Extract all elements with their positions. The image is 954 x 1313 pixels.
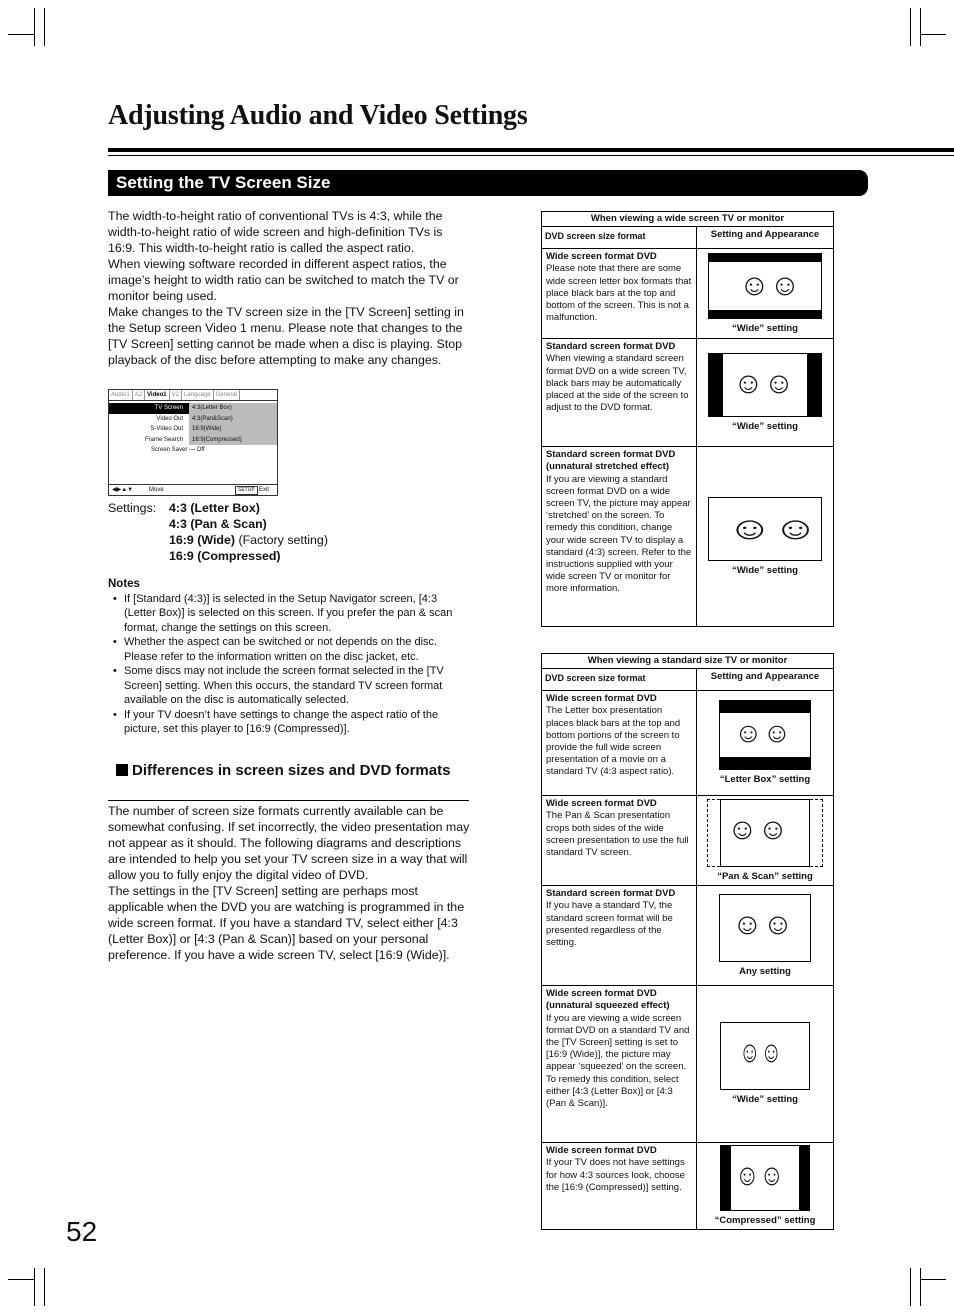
row-text: The Pan & Scan presentation crops both sides of the wide screen presentation to use the full standard TV screen. (546, 810, 689, 859)
wide-screen-picture: ☺☺ (708, 253, 822, 319)
row-text: If your TV does not have settings for how 4:3 sources look, choose the [16:9 (Compressed)] setting. (546, 1157, 685, 1193)
table-row (542, 796, 697, 886)
setup-footer (109, 484, 277, 495)
wide-screen-picture: ☺☺ (708, 497, 822, 561)
differences-paragraph: The settings in the [TV Screen] setting are perhaps most applicable when the DVD you are watching is programmed in the wide screen format. If you have a standard TV, select either [4:3 (Letter Box)] or [4:3 (Pan & Scan)] based on your personal preference. If you have a wide screen TV, select [16:9 (Wide)]. (108, 884, 465, 962)
note-item: • If your TV doesn’t have settings to change the aspect ratio of the picture, set this player to [16:9 (Compressed)]. (108, 708, 470, 737)
pan-scan-picture: ☺☺ (707, 799, 823, 867)
crop-mark (920, 34, 946, 35)
row-illustration (697, 886, 834, 986)
note-item: • Some discs may not include the screen format selected in the [TV Screen] setting. When this occurs, the standard TV screen format available on the disc is automatically selected. (108, 664, 470, 708)
row-illustration (697, 796, 834, 886)
table-row (542, 691, 697, 796)
crop-mark (44, 8, 45, 46)
row-illustration (697, 986, 834, 1143)
squeezed-picture: ☺☺ (720, 1022, 810, 1090)
setup-row-label: TV Screen (109, 403, 189, 414)
setting-option: 4:3 (Letter Box) (169, 501, 260, 515)
setup-row (109, 435, 277, 446)
crop-mark (920, 1268, 921, 1306)
row-title: Wide screen format DVD (546, 988, 657, 1000)
table-row (542, 447, 697, 627)
row-text: If you have a standard TV, the standard screen format will be presented regardless of the setting. (546, 900, 673, 949)
tab-language: Language (182, 390, 214, 400)
setup-row-value: 4:3(Letter Box) (189, 403, 277, 414)
tab-audio1: Audio1 (109, 390, 133, 400)
row-caption: “Wide” setting (732, 1094, 798, 1106)
crop-mark (44, 1268, 45, 1306)
row-text: When viewing a standard screen format DVD on a wide screen TV, black bars may be automatically placed at the side of the screen to adjust to the DVD format. (546, 353, 689, 414)
row-title: Standard screen format DVD (546, 888, 676, 900)
standard-screen-picture: ☺☺ (719, 700, 811, 770)
differences-text (108, 803, 470, 963)
standard-screen-picture: ☺☺ (719, 894, 811, 962)
title-rule (108, 148, 954, 152)
row-subtitle: (unnatural stretched effect) (546, 461, 669, 473)
row-caption: “Pan & Scan” setting (717, 870, 813, 882)
note-item: • If [Standard (4:3)] is selected in the Setup Navigator screen, [4:3 (Letter Box)] is selected on this screen. If you prefer the pan & scan format, change the settings on this screen. (108, 592, 470, 636)
setup-tabs (109, 390, 277, 401)
row-subtitle: (unnatural squeezed effect) (546, 1000, 670, 1012)
intro-paragraph: Make changes to the TV screen size in the [TV Screen] setting in the Setup screen Video 1 menu. Please note that changes to the [TV Screen] setting cannot be made when a disc is playing. Stop playback of the disc before attempting to make any changes. (108, 305, 464, 367)
row-illustration (697, 339, 834, 447)
row-title: Wide screen format DVD (546, 798, 657, 810)
setup-row (109, 414, 277, 425)
move-label: Move (149, 487, 164, 493)
section-heading: Setting the TV Screen Size (108, 170, 868, 196)
tab-video1: Video1 (145, 390, 170, 400)
setup-row-value: 4:3(Pan&Scan) (189, 414, 277, 425)
crop-mark (920, 8, 921, 46)
row-illustration (697, 447, 834, 627)
factory-setting-note: (Factory setting) (238, 533, 328, 547)
row-title: Wide screen format DVD (546, 693, 657, 705)
row-text: If you are viewing a standard screen format DVD on a wide screen TV, the picture may appear ‘stretched’ on the screen. To remedy this condition, change your wide screen TV to display a standard (4:3) screen. Refer to the instructions supplied with your wide screen TV or monitor for more information. (546, 473, 692, 595)
row-illustration (697, 1143, 834, 1230)
exit-label: Exit (259, 487, 270, 493)
notes (108, 577, 470, 737)
differences-paragraph: The number of screen size formats currently available can be somewhat confusing. If set incorrectly, the video presentation may not appear as it should. The following diagrams and descriptions are intended to help you set your TV screen size in a way that will allow you to fully enjoy the digital video of DVD. (108, 804, 470, 882)
note-item: • Whether the aspect can be switched or not depends on the disc. Please refer to the information written on the disc jacket, etc. (108, 635, 470, 664)
standard-tv-table (541, 653, 834, 1230)
compressed-picture: ☺☺ (720, 1145, 810, 1211)
row-title: Standard screen format DVD (546, 341, 676, 353)
column-header: DVD screen size format (542, 669, 697, 691)
setup-row (109, 403, 277, 414)
subheading-rule (108, 800, 469, 801)
notes-heading: Notes (108, 578, 140, 590)
page-number: 52 (66, 1216, 98, 1247)
wide-tv-table (541, 211, 834, 627)
intro-paragraph: When viewing software recorded in different aspect ratios, the image’s height to width ratio can be switched to match the TV or monitor being used. (108, 257, 459, 303)
setup-screen-illustration (108, 389, 278, 496)
table-row (542, 1143, 697, 1230)
table-header: When viewing a standard size TV or monitor (542, 654, 834, 669)
setup-row (109, 445, 277, 456)
setting-option: 4:3 (Pan & Scan) (169, 517, 267, 531)
table-row (542, 249, 697, 339)
settings-label: Settings: (108, 501, 157, 515)
column-header: Setting and Appearance (697, 227, 834, 249)
setting-option: 16:9 (Compressed) (169, 549, 281, 563)
row-caption: “Wide” setting (732, 322, 798, 334)
row-illustration (697, 249, 834, 339)
table-row (542, 886, 697, 986)
setup-rows (109, 403, 277, 456)
crop-mark (920, 1279, 946, 1280)
row-caption: Any setting (739, 965, 791, 977)
setting-option: 16:9 (Wide) (169, 533, 235, 547)
row-caption: “Wide” setting (732, 564, 798, 576)
intro-paragraph: The width-to-height ratio of conventional TVs is 4:3, while the width-to-height ratio of wide screen and high-definition TVs is 16:9. This width-to-height ratio is called the aspect ratio. (108, 209, 443, 255)
setup-key-label: SETUP (235, 486, 258, 495)
setup-row (109, 424, 277, 435)
row-title: Wide screen format DVD (546, 251, 657, 263)
setup-row-label: Frame Search (144, 436, 183, 443)
tab-v2: V2 (170, 390, 182, 400)
page-title: Adjusting Audio and Video Settings (108, 100, 528, 131)
crop-mark (34, 8, 35, 46)
row-caption: “Wide” setting (732, 420, 798, 432)
crop-mark (8, 34, 34, 35)
arrow-keys-icon: ◀▶▲▼ (112, 487, 134, 493)
row-text: If you are viewing a wide screen format DVD on a standard TV and the [TV Screen] setting is set to [16:9 (Wide)], the picture may appear ‘squeezed’ on the screen. To remedy this condition, select either [4:3 (Letter Box)] or [4:3 (Pan & Scan)]. (546, 1012, 690, 1110)
setup-row-value: 16:9(Compressed) (189, 435, 277, 446)
crop-mark (8, 1279, 34, 1280)
tab-general: General (214, 390, 240, 400)
column-header: DVD screen size format (542, 227, 697, 249)
setup-row-label: Video Out (156, 415, 183, 422)
row-text: The Letter box presentation places black bars at the top and bottom portions of the screen to provide the full wide screen presentation of a movie on a standard TV (4:3 aspect ratio). (546, 705, 681, 778)
screen-saver-label: Screen Saver — Off (151, 447, 205, 453)
row-title: Standard screen format DVD (546, 449, 676, 461)
crop-mark (910, 1268, 911, 1306)
crop-mark (910, 8, 911, 46)
row-title: Wide screen format DVD (546, 1145, 657, 1157)
intro-text (108, 208, 472, 368)
title-rule-thin (108, 155, 954, 156)
row-caption: “Letter Box” setting (719, 774, 811, 786)
table-row (542, 986, 697, 1143)
square-bullet-icon (116, 764, 128, 776)
row-text: Please note that there are some wide screen letter box formats that place black bars at the top and bottom of the screen. This is not a malfunction. (546, 263, 692, 324)
row-illustration (697, 691, 834, 796)
crop-mark (34, 1268, 35, 1306)
setup-row-label: S-Video Out (150, 426, 183, 432)
wide-screen-picture: ☺☺ (708, 353, 822, 417)
row-caption: “Compressed” setting (714, 1215, 816, 1227)
table-row (542, 339, 697, 447)
tab-a2: A2 (133, 390, 145, 400)
setup-row-value: 16:9(Wide) (189, 424, 277, 435)
table-header: When viewing a wide screen TV or monitor (542, 212, 834, 227)
differences-heading: Differences in screen sizes and DVD formats (132, 762, 451, 779)
column-header: Setting and Appearance (697, 669, 834, 691)
